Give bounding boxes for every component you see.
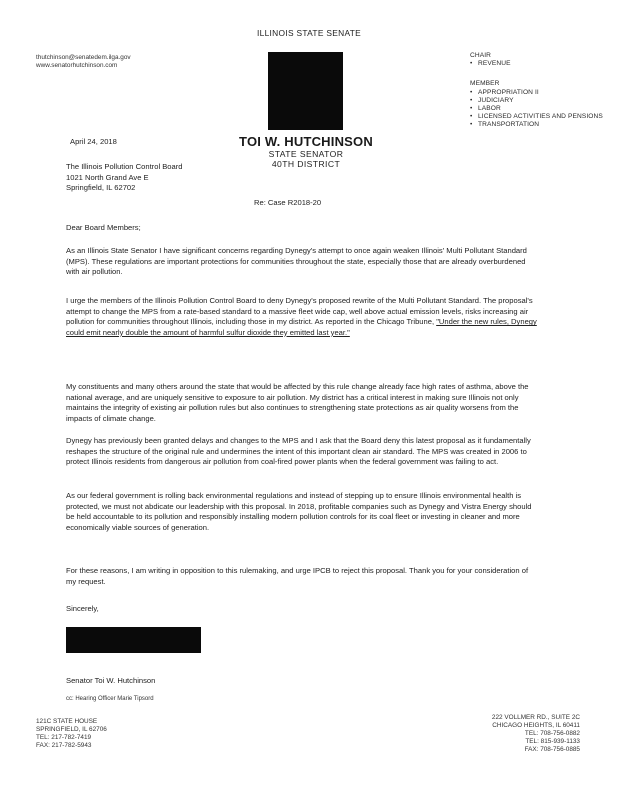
paragraph-4: Dynegy has previously been granted delays and changes to the MPS and I ask that the Board deny this latest proposal as it fundamentally reshapes the structure of the original rule and undermines the intent of this important clean air standard. The MPS was created in 2006 to protect Illinois residents from dangerous air pollution from coal-fired power plants when the federal government was failing to act. bbox=[66, 436, 531, 467]
website-text: www.senatorhutchinson.com bbox=[36, 62, 118, 69]
chair-item: • REVENUE bbox=[470, 60, 610, 68]
senator-name-block bbox=[226, 134, 386, 169]
paragraph-5: As our federal government is rolling back environmental regulations and instead of stepping up to ensure Illinois environmental health is protected, we must not abdicate our leadership with this proposal. In 2018, profitable companies such as Dynegy and Vistra Energy should be held accountable to its pollution and responsibly installing modern pollution controls for its coal fleet or investing in cleaner and more economically viable sources of generation. bbox=[66, 491, 532, 532]
recipient-line: 1021 North Grand Ave E bbox=[66, 172, 149, 182]
office-line: TEL: 815-939-1133 bbox=[525, 738, 580, 745]
paragraph-2 bbox=[66, 296, 538, 338]
recipient-line: Springfield, IL 62702 bbox=[66, 183, 136, 193]
office-line: TEL: 708-756-0882 bbox=[524, 730, 580, 737]
member-item: • TRANSPORTATION bbox=[470, 121, 610, 129]
recipient-line: The Illinois Pollution Control Board bbox=[66, 162, 183, 171]
salutation: Dear Board Members; bbox=[66, 223, 141, 232]
chair-label: CHAIR bbox=[470, 52, 492, 59]
member-item: • LICENSED ACTIVITIES AND PENSIONS bbox=[470, 113, 610, 121]
committee-list bbox=[470, 52, 610, 130]
cc-line: cc: Hearing Officer Marie Tipsord bbox=[66, 696, 154, 702]
email-text: thutchinson@senatedem.ilga.gov bbox=[36, 54, 131, 61]
office-line: CHICAGO HEIGHTS, IL 60411 bbox=[492, 722, 580, 729]
paragraph-1: As an Illinois State Senator I have significant concerns regarding Dynegy's attempt to once again weaken Illinois' Multi Pollutant Standard (MPS). These regulations are important protections for communities throughout the state, especially those that are already overburdened with air pollution. bbox=[66, 246, 527, 277]
recipient-address bbox=[66, 162, 183, 194]
contact-block bbox=[36, 54, 131, 70]
signer-name: Senator Toi W. Hutchinson bbox=[66, 676, 156, 685]
senator-district: 40TH DISTRICT bbox=[271, 159, 341, 169]
springfield-office bbox=[36, 718, 107, 750]
closing: Sincerely, bbox=[66, 604, 99, 613]
chicago-heights-office bbox=[470, 714, 580, 754]
member-items bbox=[470, 89, 610, 130]
member-label: MEMBER bbox=[470, 80, 500, 88]
chair-items bbox=[470, 60, 610, 68]
letter-date: April 24, 2018 bbox=[70, 137, 117, 146]
office-line: FAX: 217-782-5943 bbox=[36, 742, 92, 749]
member-item: • APPROPRIATION II bbox=[470, 89, 610, 97]
office-line: SPRINGFIELD, IL 62706 bbox=[36, 726, 107, 733]
senator-name: TOI W. HUTCHINSON bbox=[239, 134, 373, 149]
member-item: • JUDICIARY bbox=[470, 97, 610, 105]
office-line: FAX: 708-756-0885 bbox=[524, 746, 580, 753]
redacted-signature bbox=[66, 627, 201, 653]
redacted-photo bbox=[268, 52, 343, 130]
paragraph-3: My constituents and many others around the state that would be affected by this rule change already face high rates of asthma, above the national average, and are uniquely sensitive to exposure to air pollution. My district has a critical interest in making sure Illinois not only maintains the integrity of existing air pollution rules but also continues to strengthening state protections as air quality worsens from the impacts of climate change. bbox=[66, 382, 529, 423]
office-line: 121C STATE HOUSE bbox=[36, 718, 98, 725]
paragraph-6: For these reasons, I am writing in opposition to this rulemaking, and urge IPCB to reject this proposal. Thank you for your consideration of my request. bbox=[66, 566, 529, 586]
tribune-quote: "Under the new rules, Dynegy could emit nearly double the amount of harmful sulfur dioxide they emitted last year." bbox=[66, 317, 537, 337]
re-line: Re: Case R2018-20 bbox=[254, 198, 322, 207]
letterhead-org: ILLINOIS STATE SENATE bbox=[256, 28, 362, 38]
paragraph-2-text: I urge the members of the Illinois Pollution Control Board to deny Dynegy's proposed rewrite of the Multi Pollutant Standard. The proposal's attempt to change the MPS from a rate-based standard to a massive fleet wide cap, well above actual emission levels, risks increasing air pollution for communities throughout Illinois, including those in my district. As reported in the Chicago Tribune, bbox=[66, 296, 533, 327]
member-item: • LABOR bbox=[470, 105, 610, 113]
office-line: TEL: 217-782-7419 bbox=[36, 734, 92, 741]
office-line: 222 VOLLMER RD., SUITE 2C bbox=[491, 714, 580, 721]
senator-title: STATE SENATOR bbox=[268, 149, 344, 159]
